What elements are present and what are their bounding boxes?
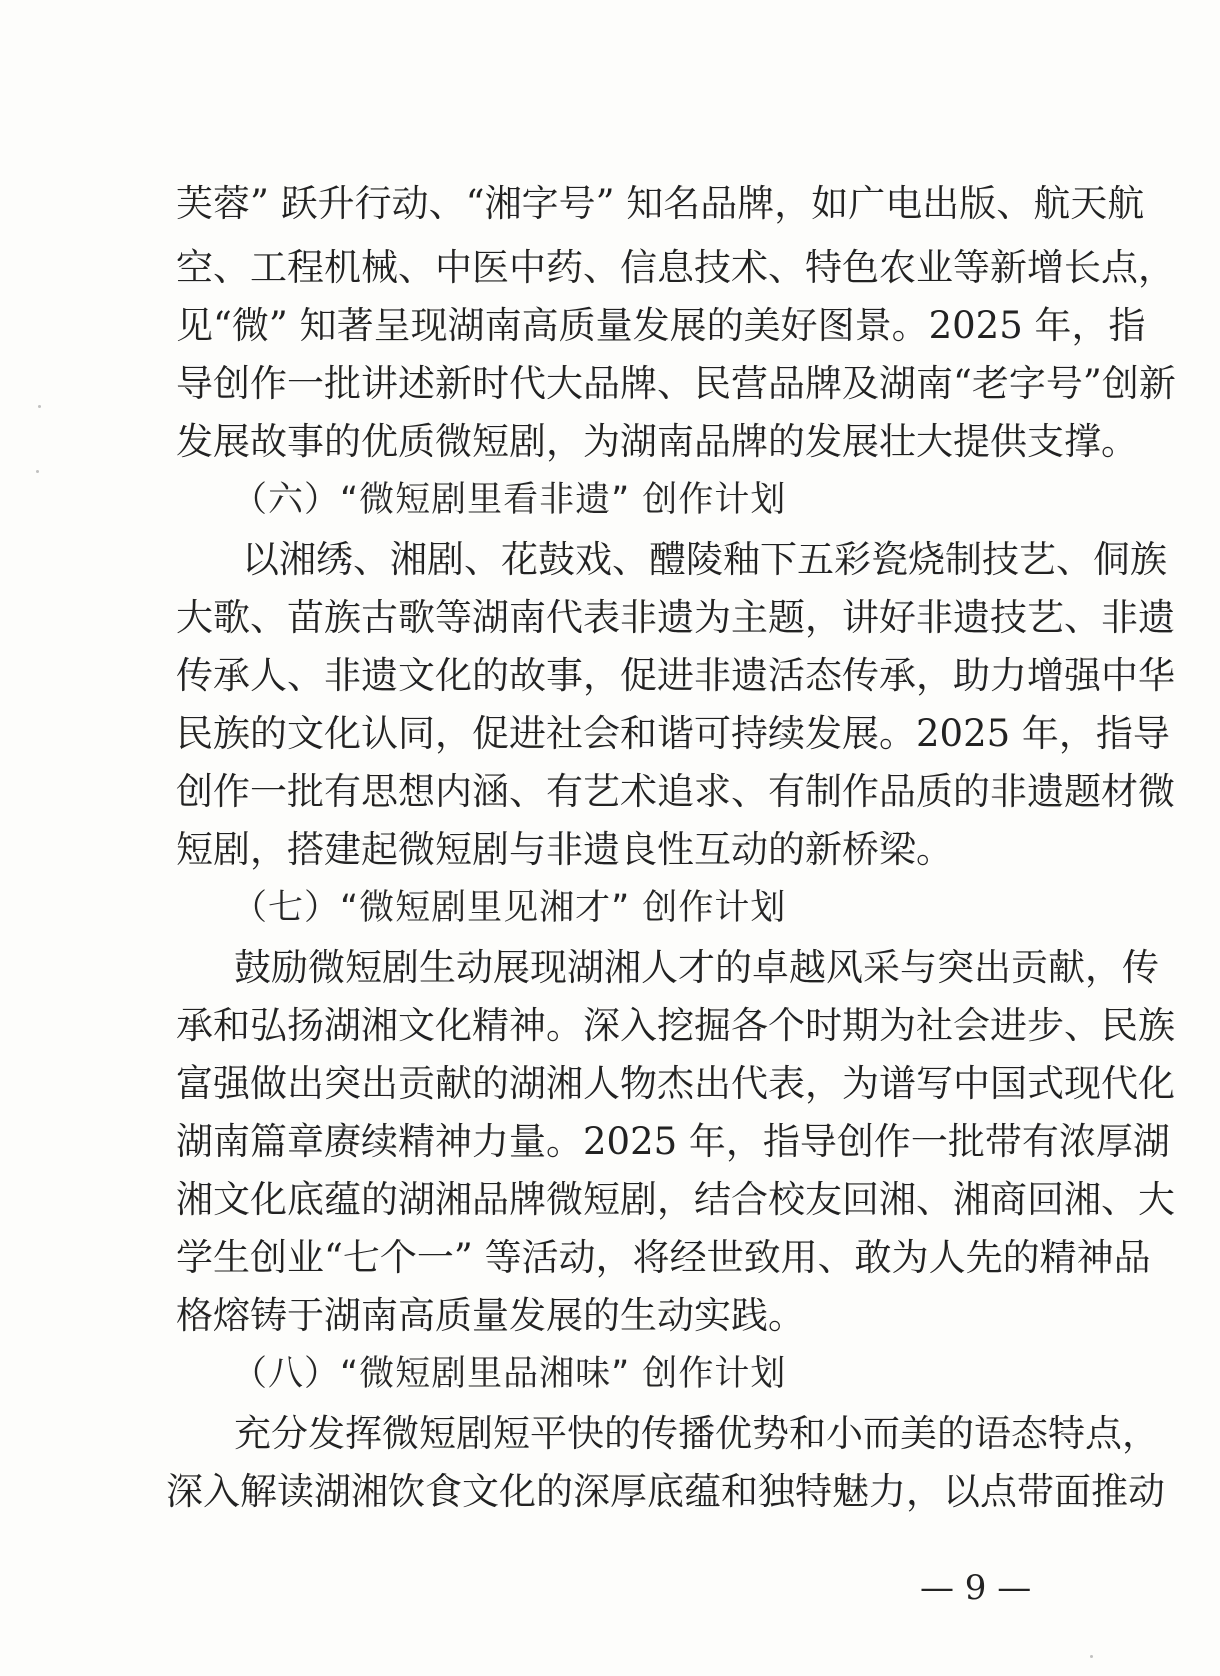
body-line: 湖南篇章赓续精神力量。2025 年，指导创作一批带有浓厚湖 <box>176 1120 1170 1163</box>
body-line: 创作一批有思想内涵、有艺术追求、有制作品质的非遗题材微 <box>176 770 1175 813</box>
body-line: 湘文化底蕴的湖湘品牌微短剧，结合校友回湘、湘商回湘、大 <box>176 1178 1175 1221</box>
body-line: 充分发挥微短剧短平快的传播优势和小而美的语态特点， <box>234 1412 1159 1455</box>
body-line: 民族的文化认同，促进社会和谐可持续发展。2025 年，指导 <box>176 712 1170 755</box>
body-line: 深入解读湖湘饮食文化的深厚底蕴和独特魅力，以点带面推动 <box>166 1470 1165 1513</box>
body-line: 鼓励微短剧生动展现湖湘人才的卓越风采与突出贡献，传 <box>234 946 1159 989</box>
body-line: 芙蓉” 跃升行动、“湘字号” 知名品牌，如广电出版、航天航 <box>176 182 1145 225</box>
body-line: 导创作一批讲述新时代大品牌、民营品牌及湖南“老字号”创新 <box>176 362 1176 405</box>
body-line: 格熔铸于湖南高质量发展的生动实践。 <box>176 1294 805 1337</box>
scan-speck <box>1090 1655 1093 1658</box>
page-number: — 9 — <box>920 1568 1032 1608</box>
body-line: 学生创业“七个一” 等活动，将经世致用、敢为人先的精神品 <box>176 1236 1151 1279</box>
scan-speck <box>36 470 39 473</box>
body-line: 短剧，搭建起微短剧与非遗良性互动的新桥梁。 <box>176 828 953 871</box>
body-line: 富强做出突出贡献的湖湘人物杰出代表，为谱写中国式现代化 <box>176 1062 1175 1105</box>
body-line: 空、工程机械、中医中药、信息技术、特色农业等新增长点， <box>176 246 1175 289</box>
body-line: 见“微” 知著呈现湖南高质量发展的美好图景。2025 年，指 <box>176 304 1146 347</box>
section-heading-6: （六）“微短剧里看非遗” 创作计划 <box>232 480 787 520</box>
body-line: 传承人、非遗文化的故事，促进非遗活态传承，助力增强中华 <box>176 654 1175 697</box>
section-heading-7: （七）“微短剧里见湘才” 创作计划 <box>232 888 787 928</box>
body-line: 大歌、苗族古歌等湖南代表非遗为主题，讲好非遗技艺、非遗 <box>176 596 1175 639</box>
body-line: 承和弘扬湖湘文化精神。深入挖掘各个时期为社会进步、民族 <box>176 1004 1175 1047</box>
scan-speck <box>38 405 41 408</box>
body-line: 以湘绣、湘剧、花鼓戏、醴陵釉下五彩瓷烧制技艺、侗族 <box>242 538 1167 581</box>
body-line: 发展故事的优质微短剧，为湖南品牌的发展壮大提供支撑。 <box>176 420 1138 463</box>
section-heading-8: （八）“微短剧里品湘味” 创作计划 <box>232 1354 787 1394</box>
